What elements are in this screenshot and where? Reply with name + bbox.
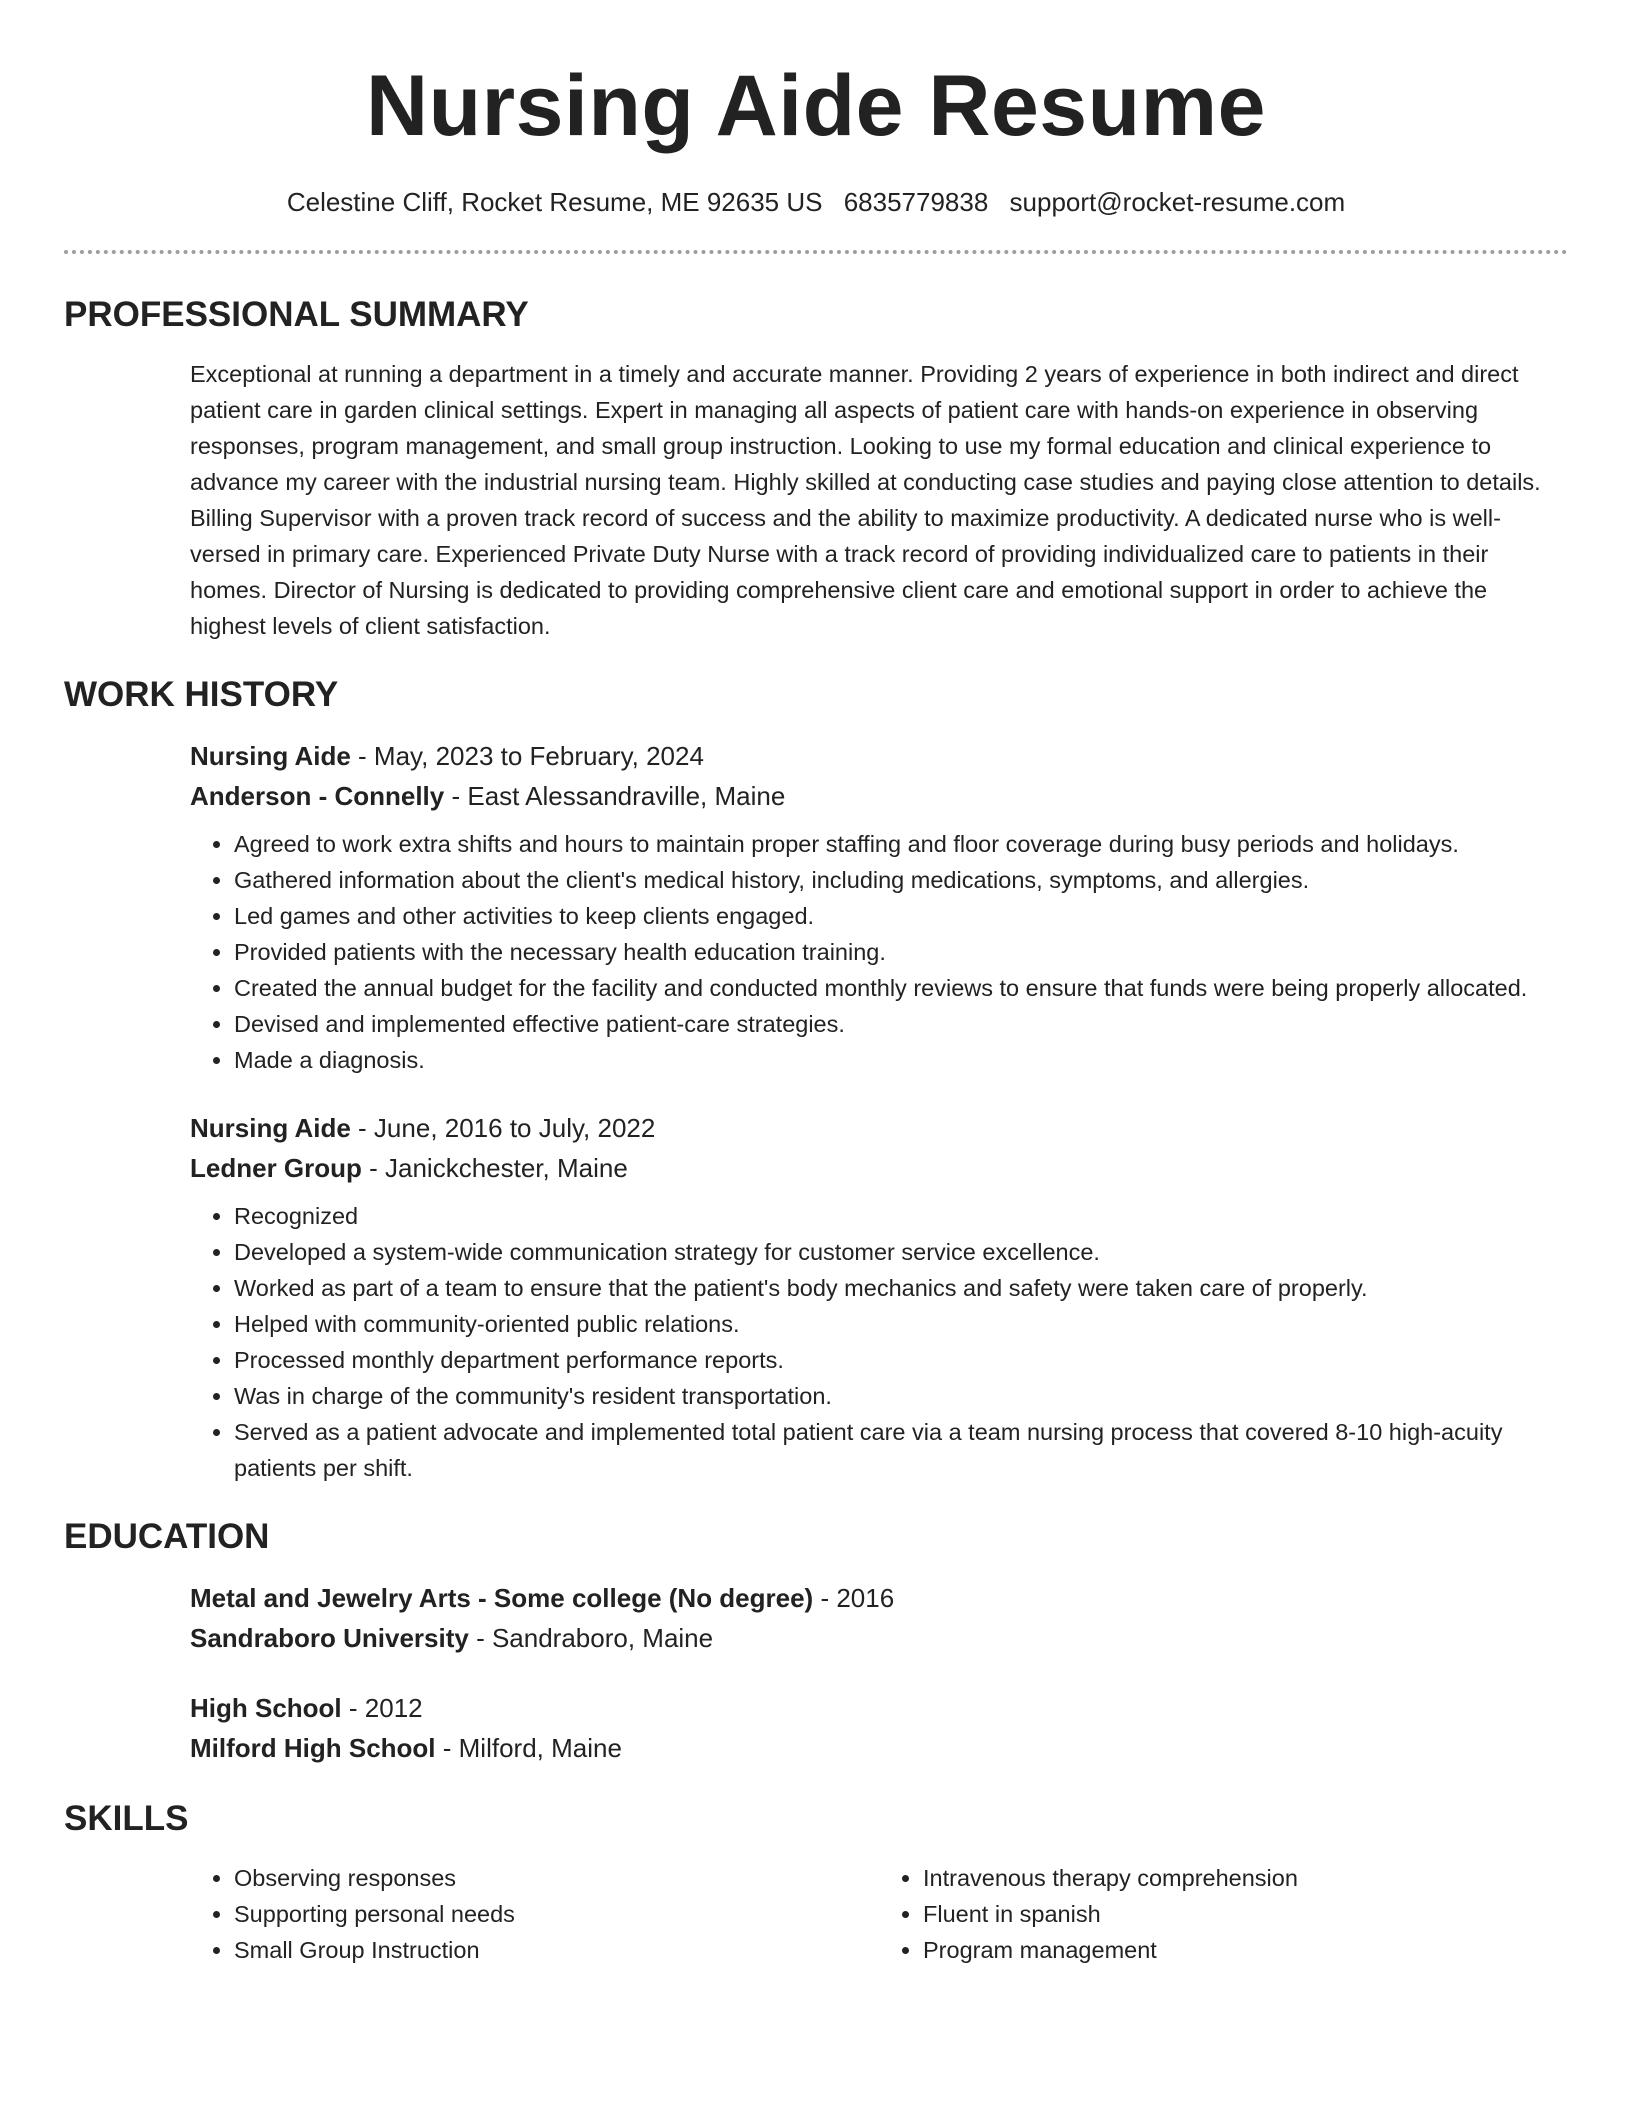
job-dates: - June, 2016 to July, 2022 [350, 1113, 656, 1143]
skills-list-left [190, 1860, 879, 1968]
skills-body [64, 1860, 1568, 1968]
job-bullets [190, 1198, 1568, 1486]
list-item: • Recognized [234, 1198, 1568, 1234]
job-bullets [190, 826, 1568, 1078]
work-history-heading: WORK HISTORY [64, 675, 339, 714]
resume-header [64, 0, 1568, 218]
list-item: • Observing responses [234, 1860, 879, 1896]
education-school-line [190, 1618, 1568, 1658]
work-history-section [64, 674, 1568, 1486]
skills-section [64, 1798, 1568, 1968]
education-heading: EDUCATION [64, 1517, 270, 1556]
skills-list-right [879, 1860, 1568, 1968]
list-item: • Served as a patient advocate and implemented total patient care via a team nursing process that covered 8-10 high-acuity patients per shift. [234, 1414, 1568, 1486]
job-title-line [190, 1108, 1568, 1148]
job-entry [190, 736, 1568, 1078]
education-school: Milford High School [190, 1733, 436, 1763]
job-company-line [190, 1148, 1568, 1188]
list-item: • Gathered information about the client's medical history, including medications, symptoms, and allergies. [234, 862, 1568, 898]
job-company-line [190, 776, 1568, 816]
contact-line [64, 186, 1568, 218]
education-location: - Milford, Maine [435, 1733, 622, 1763]
list-item: • Provided patients with the necessary health education training. [234, 934, 1568, 970]
job-dates: - May, 2023 to February, 2024 [350, 741, 704, 771]
contact-phone: 6835779838 [843, 187, 989, 217]
job-company: Ledner Group [190, 1153, 362, 1183]
summary-text: Exceptional at running a department in a timely and accurate manner. Providing 2 years of experience in both indirect and direct patient care in garden clinical settings. Expert in managing all aspects of patient care with hands-on experience in observing responses, program management, and small group instruction. Looking to use my formal education and clinical experience to advance my career with the industrial nursing team. Highly skilled at conducting case studies and paying close attention to details. Billing Supervisor with a proven track record of success and the ability to maximize productivity. A dedicated nurse who is well-versed in primary care. Experienced Private Duty Nurse with a track record of providing individualized care to patients in their homes. Director of Nursing is dedicated to providing comprehensive client care and emotional support in order to achieve the highest levels of client satisfaction. [190, 361, 1541, 639]
contact-email: support@rocket-resume.com [1009, 187, 1346, 217]
education-degree-line [190, 1578, 1568, 1618]
education-degree: High School [190, 1693, 342, 1723]
education-degree-line [190, 1688, 1568, 1728]
list-item: • Worked as part of a team to ensure that the patient's body mechanics and safety were taken care of properly. [234, 1270, 1568, 1306]
job-title-line [190, 736, 1568, 776]
header-divider [64, 250, 1568, 254]
education-year: - 2016 [813, 1583, 895, 1613]
list-item: • Led games and other activities to keep clients engaged. [234, 898, 1568, 934]
summary-body [64, 356, 1568, 644]
summary-heading: PROFESSIONAL SUMMARY [64, 295, 529, 334]
job-company: Anderson - Connelly [190, 781, 445, 811]
job-location: - Janickchester, Maine [361, 1153, 628, 1183]
list-item: • Small Group Instruction [234, 1932, 879, 1968]
list-item: • Made a diagnosis. [234, 1042, 1568, 1078]
skills-heading: SKILLS [64, 1799, 189, 1838]
list-item: • Processed monthly department performance reports. [234, 1342, 1568, 1378]
list-item: • Program management [923, 1932, 1568, 1968]
job-role: Nursing Aide [190, 741, 351, 771]
list-item: • Helped with community-oriented public relations. [234, 1306, 1568, 1342]
education-year: - 2012 [341, 1693, 423, 1723]
list-item: • Supporting personal needs [234, 1896, 879, 1932]
education-section [64, 1516, 1568, 1768]
list-item: • Was in charge of the community's resident transportation. [234, 1378, 1568, 1414]
summary-section [64, 294, 1568, 644]
education-school-line [190, 1728, 1568, 1768]
list-item: • Created the annual budget for the facility and conducted monthly reviews to ensure that funds were being properly allocated. [234, 970, 1568, 1006]
education-entry [190, 1688, 1568, 1768]
education-school: Sandraboro University [190, 1623, 469, 1653]
list-item: • Developed a system-wide communication strategy for customer service excellence. [234, 1234, 1568, 1270]
education-degree: Metal and Jewelry Arts - Some college (No degree) [190, 1583, 814, 1613]
list-item: • Fluent in spanish [923, 1896, 1568, 1932]
list-item: • Agreed to work extra shifts and hours to maintain proper staffing and floor coverage during busy periods and holidays. [234, 826, 1568, 862]
education-location: - Sandraboro, Maine [468, 1623, 714, 1653]
job-role: Nursing Aide [190, 1113, 351, 1143]
education-body [64, 1578, 1568, 1768]
list-item: • Devised and implemented effective patient-care strategies. [234, 1006, 1568, 1042]
contact-address: Celestine Cliff, Rocket Resume, ME 92635 US [286, 187, 823, 217]
job-location: - East Alessandraville, Maine [444, 781, 786, 811]
education-entry [190, 1578, 1568, 1658]
resume-title: Nursing Aide Resume [366, 58, 1266, 154]
list-item: • Intravenous therapy comprehension [923, 1860, 1568, 1896]
work-history-body [64, 736, 1568, 1486]
job-entry [190, 1108, 1568, 1486]
